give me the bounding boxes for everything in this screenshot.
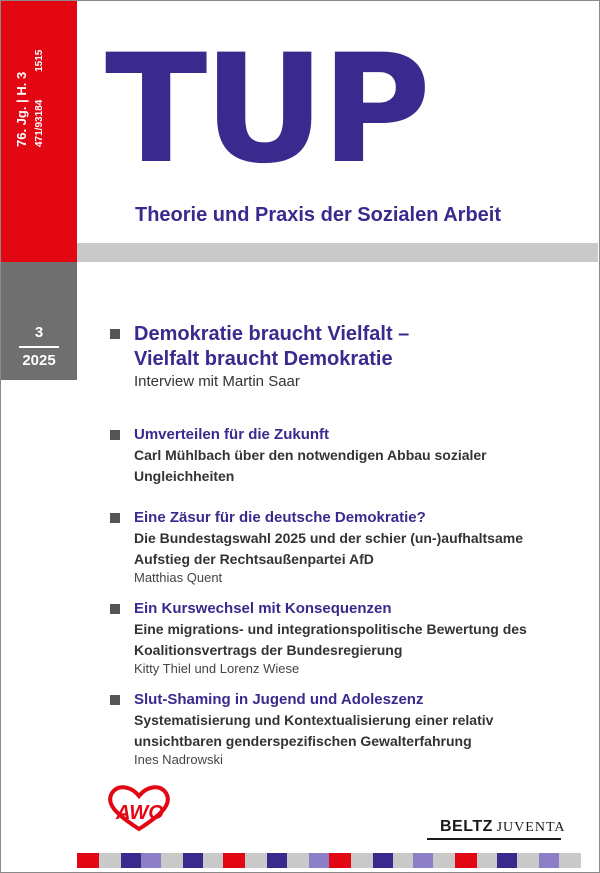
- article-2-subtitle-line2: Ungleichheiten: [134, 468, 235, 484]
- strip-segment: [455, 853, 477, 868]
- article-2[interactable]: [110, 425, 580, 485]
- article-3-subtitle-line1: Die Bundestagswahl 2025 und der schier (un-)aufhaltsame: [134, 530, 523, 546]
- awo-logo-icon: [104, 783, 174, 833]
- strip-segment: [539, 853, 559, 868]
- strip-segment: [559, 853, 581, 868]
- strip-segment: [309, 853, 329, 868]
- bullet-square-icon: [110, 604, 120, 614]
- strip-segment: [497, 853, 517, 868]
- issue-band: [1, 262, 77, 380]
- article-1-title-line1: Demokratie braucht Vielfalt –: [134, 323, 410, 345]
- volume-info: [15, 50, 46, 147]
- article-5[interactable]: [110, 690, 580, 770]
- article-4-author: Kitty Thiel und Lorenz Wiese: [134, 661, 300, 676]
- issue-number: 3: [34, 324, 44, 341]
- strip-segment: [183, 853, 203, 868]
- color-strip: [77, 853, 598, 868]
- article-2-title: Umverteilen für die Zukunft: [134, 426, 330, 443]
- strip-segment: [267, 853, 287, 868]
- strip-segment: [287, 853, 309, 868]
- publisher-logo: [440, 818, 565, 836]
- volume-code: [33, 50, 46, 147]
- article-5-title: Slut-Shaming in Jugend und Adoleszenz: [134, 691, 424, 708]
- issue-year: 2025: [22, 352, 56, 369]
- article-4-subtitle-line2: Koalitionsvertrags der Bundesregierung: [134, 642, 403, 658]
- strip-segment: [373, 853, 393, 868]
- spine-red-band: [1, 1, 77, 262]
- issue-divider: [19, 346, 59, 348]
- article-1[interactable]: [110, 322, 580, 392]
- article-5-author: Ines Nadrowski: [134, 752, 223, 767]
- bullet-square-icon: [110, 329, 120, 339]
- article-5-subtitle-line1: Systematisierung und Kontextualisierung einer relativ: [134, 712, 494, 728]
- article-4-subtitle-line1: Eine migrations- und integrationspolitische Bewertung des: [134, 621, 527, 637]
- publisher-juventa: JUVENTA: [496, 820, 566, 835]
- strip-segment: [351, 853, 373, 868]
- article-4-title: Ein Kurswechsel mit Konsequenzen: [134, 600, 392, 617]
- strip-segment: [141, 853, 161, 868]
- volume-code-issn: 1515: [34, 49, 45, 72]
- bullet-square-icon: [110, 430, 120, 440]
- article-3-author: Matthias Quent: [134, 570, 223, 585]
- publisher-beltz: BELTZ: [440, 818, 493, 835]
- article-3[interactable]: [110, 508, 580, 588]
- article-1-author: Interview mit Martin Saar: [134, 373, 300, 390]
- publisher-underline: [427, 838, 561, 840]
- article-3-title: Eine Zäsur für die deutsche Demokratie?: [134, 509, 426, 526]
- strip-segment: [121, 853, 141, 868]
- strip-segment: [203, 853, 223, 868]
- journal-subtitle: Theorie und Praxis der Sozialen Arbeit: [135, 204, 502, 226]
- article-5-subtitle-line2: unsichtbaren genderspezifischen Gewalterfahrung: [134, 733, 472, 749]
- strip-segment: [477, 853, 497, 868]
- bullet-square-icon: [110, 695, 120, 705]
- volume-label: 76. Jg. | H. 3: [14, 71, 29, 147]
- bullet-square-icon: [110, 513, 120, 523]
- strip-segment: [393, 853, 413, 868]
- strip-segment: [223, 853, 245, 868]
- article-4[interactable]: [110, 599, 580, 679]
- strip-segment: [245, 853, 267, 868]
- strip-segment: [99, 853, 121, 868]
- volume-code-number: 471/93184: [34, 99, 45, 147]
- strip-segment: [433, 853, 455, 868]
- awo-logo-text: AWO: [116, 802, 164, 824]
- strip-segment: [413, 853, 433, 868]
- strip-segment: [77, 853, 99, 868]
- strip-segment: [161, 853, 183, 868]
- strip-segment: [517, 853, 539, 868]
- strip-segment: [329, 853, 351, 868]
- article-2-subtitle-line1: Carl Mühlbach über den notwendigen Abbau sozialer: [134, 447, 487, 463]
- journal-logo: TUP: [105, 23, 428, 197]
- header-divider-bar: [77, 243, 598, 262]
- article-3-subtitle-line2: Aufstieg der Rechtsaußenpartei AfD: [134, 551, 374, 567]
- article-1-title-line2: Vielfalt braucht Demokratie: [134, 348, 393, 370]
